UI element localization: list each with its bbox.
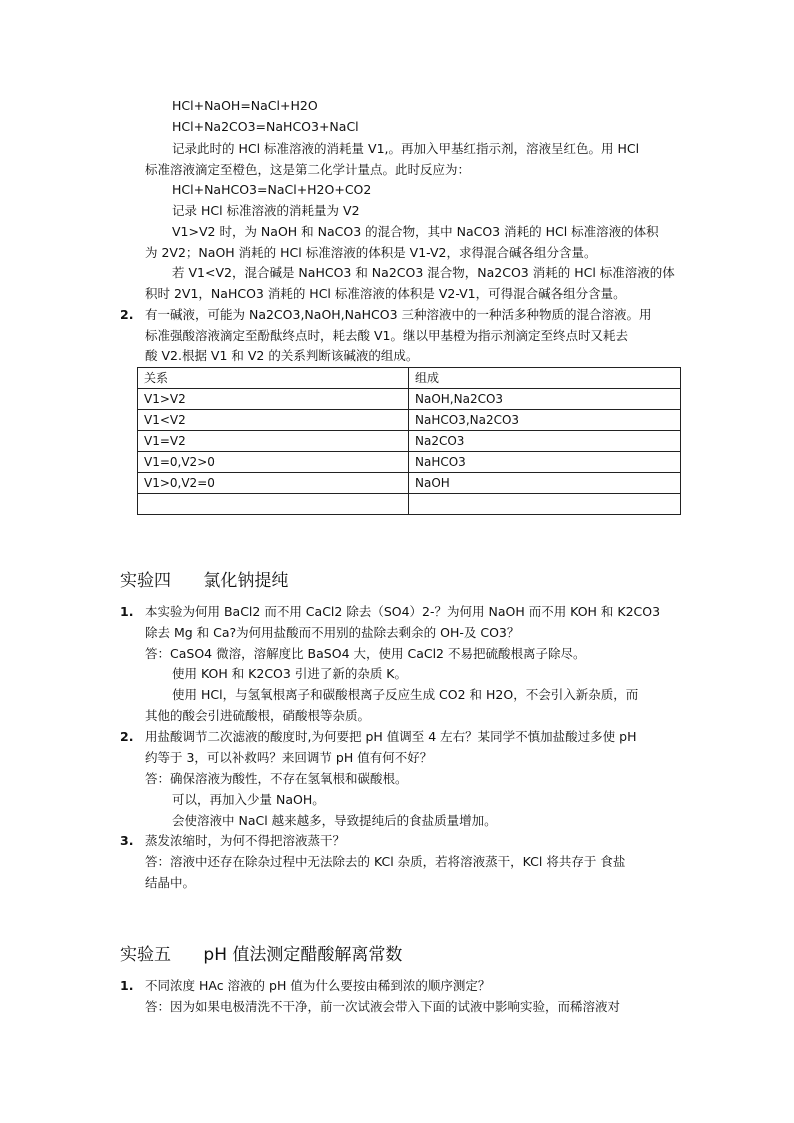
table-cell: V1>0,V2=0 xyxy=(138,473,409,494)
table-row xyxy=(138,389,681,410)
answer-text: 其他的酸会引进硫酸根，硝酸根等杂质。 xyxy=(145,708,371,723)
table-cell: NaOH xyxy=(409,473,681,494)
answer-text: 使用 HCl，与氢氧根离子和碳酸根离子反应生成 CO2 和 H2O，不会引入新杂质，而 xyxy=(172,687,639,702)
question-number: 2. xyxy=(120,729,134,744)
table-row xyxy=(138,431,681,452)
answer-text: 结晶中。 xyxy=(145,875,196,890)
question-number: 3. xyxy=(120,833,134,848)
table-cell: V1=0,V2>0 xyxy=(138,452,409,473)
question-text: 有一碱液，可能为 Na2CO3,NaOH,NaHCO3 三种溶液中的一种活多种物质的混合溶液。用 xyxy=(145,307,652,322)
table-row xyxy=(138,452,681,473)
text-line: V1>V2 时，为 NaOH 和 NaCO3 的混合物，其中 NaCO3 消耗的 HCl 标准溶液的体积 xyxy=(172,224,659,239)
section-heading: 实验五 pH 值法测定醋酸解离常数 xyxy=(120,945,403,965)
table-header: 关系 xyxy=(138,368,409,389)
text-line: 记录 HCl 标准溶液的消耗量为 V2 xyxy=(172,203,360,218)
table-cell xyxy=(138,494,409,515)
equation-line: HCl+Na2CO3=NaHCO3+NaCl xyxy=(172,119,359,134)
answer-text: 答：因为如果电极清洗不干净，前一次试液会带入下面的试液中影响实验，而稀溶液对 xyxy=(145,999,621,1014)
table-cell: V1>V2 xyxy=(138,389,409,410)
table-row xyxy=(138,494,681,515)
question-text: 蒸发浓缩时，为何不得把溶液蒸干？ xyxy=(145,833,346,848)
question-number: 1. xyxy=(120,978,134,993)
equation-line: HCl+NaHCO3=NaCl+H2O+CO2 xyxy=(172,182,372,197)
table-cell: NaOH,Na2CO3 xyxy=(409,389,681,410)
text-line: 记录此时的 HCl 标准溶液的消耗量 V1,。再加入甲基红指示剂，溶液呈红色。用 HCl xyxy=(172,141,640,156)
question-text: 用盐酸调节二次滤液的酸度时,为何要把 pH 值调至 4 左右？某同学不慎加盐酸过多使 pH xyxy=(145,729,637,744)
table-row xyxy=(138,473,681,494)
answer-text: 答：CaSO4 微溶，溶解度比 BaSO4 大，使用 CaCl2 不易把硫酸根离子除尽。 xyxy=(145,646,586,661)
answer-text: 答：确保溶液为酸性，不存在氢氧根和碳酸根。 xyxy=(145,771,408,786)
text-line: 若 V1<V2，混合碱是 NaHCO3 和 Na2CO3 混合物，Na2CO3 消耗的 HCl 标准溶液的体 xyxy=(172,265,675,280)
table-cell: V1=V2 xyxy=(138,431,409,452)
question-text: 标准强酸溶液滴定至酚酞终点时，耗去酸 V1。继以甲基橙为指示剂滴定至终点时又耗去 xyxy=(145,328,628,343)
question-text: 除去 Mg 和 Ca?为何用盐酸而不用别的盐除去剩余的 OH-及 CO3？ xyxy=(145,625,520,640)
question-number: 2. xyxy=(120,307,134,322)
table-cell: V1<V2 xyxy=(138,410,409,431)
table-cell: NaHCO3,Na2CO3 xyxy=(409,410,681,431)
question-number: 1. xyxy=(120,604,134,619)
text-line: 积时 2V1，NaHCO3 消耗的 HCl 标准溶液的体积是 V2-V1，可得混合碱各组分含量。 xyxy=(145,286,626,301)
answer-text: 可以，再加入少量 NaOH。 xyxy=(172,792,325,807)
question-text: 约等于 3，可以补救吗？来回调节 pH 值有何不好？ xyxy=(145,750,433,765)
table-cell: NaHCO3 xyxy=(409,452,681,473)
question-text: 酸 V2.根据 V1 和 V2 的关系判断该碱液的组成。 xyxy=(145,348,419,363)
answer-text: 使用 KOH 和 K2CO3 引进了新的杂质 K。 xyxy=(172,666,407,681)
table-row xyxy=(138,410,681,431)
answer-text: 答：溶液中还存在除杂过程中无法除去的 KCl 杂质，若将溶液蒸干，KCl 将共存于 食盐 xyxy=(145,854,626,869)
table-header-row xyxy=(138,368,681,389)
text-line: 为 2V2；NaOH 消耗的 HCl 标准溶液的体积是 V1-V2，求得混合碱各组分含量。 xyxy=(145,245,597,260)
section-heading: 实验四 氯化钠提纯 xyxy=(120,571,289,591)
question-text: 本实验为何用 BaCl2 而不用 CaCl2 除去（SO4）2-？为何用 NaOH 而不用 KOH 和 K2CO3 xyxy=(145,604,661,619)
answer-text: 会使溶液中 NaCl 越来越多，导致提纯后的食盐质量增加。 xyxy=(172,813,497,828)
table-cell: Na2CO3 xyxy=(409,431,681,452)
table-header: 组成 xyxy=(409,368,681,389)
table-cell xyxy=(409,494,681,515)
equation-line: HCl+NaOH=NaCl+H2O xyxy=(172,98,318,113)
text-line: 标准溶液滴定至橙色，这是第二化学计量点。此时反应为： xyxy=(145,162,471,177)
relation-table xyxy=(137,367,681,515)
question-text: 不同浓度 HAc 溶液的 pH 值为什么要按由稀到浓的顺序测定？ xyxy=(145,978,491,993)
